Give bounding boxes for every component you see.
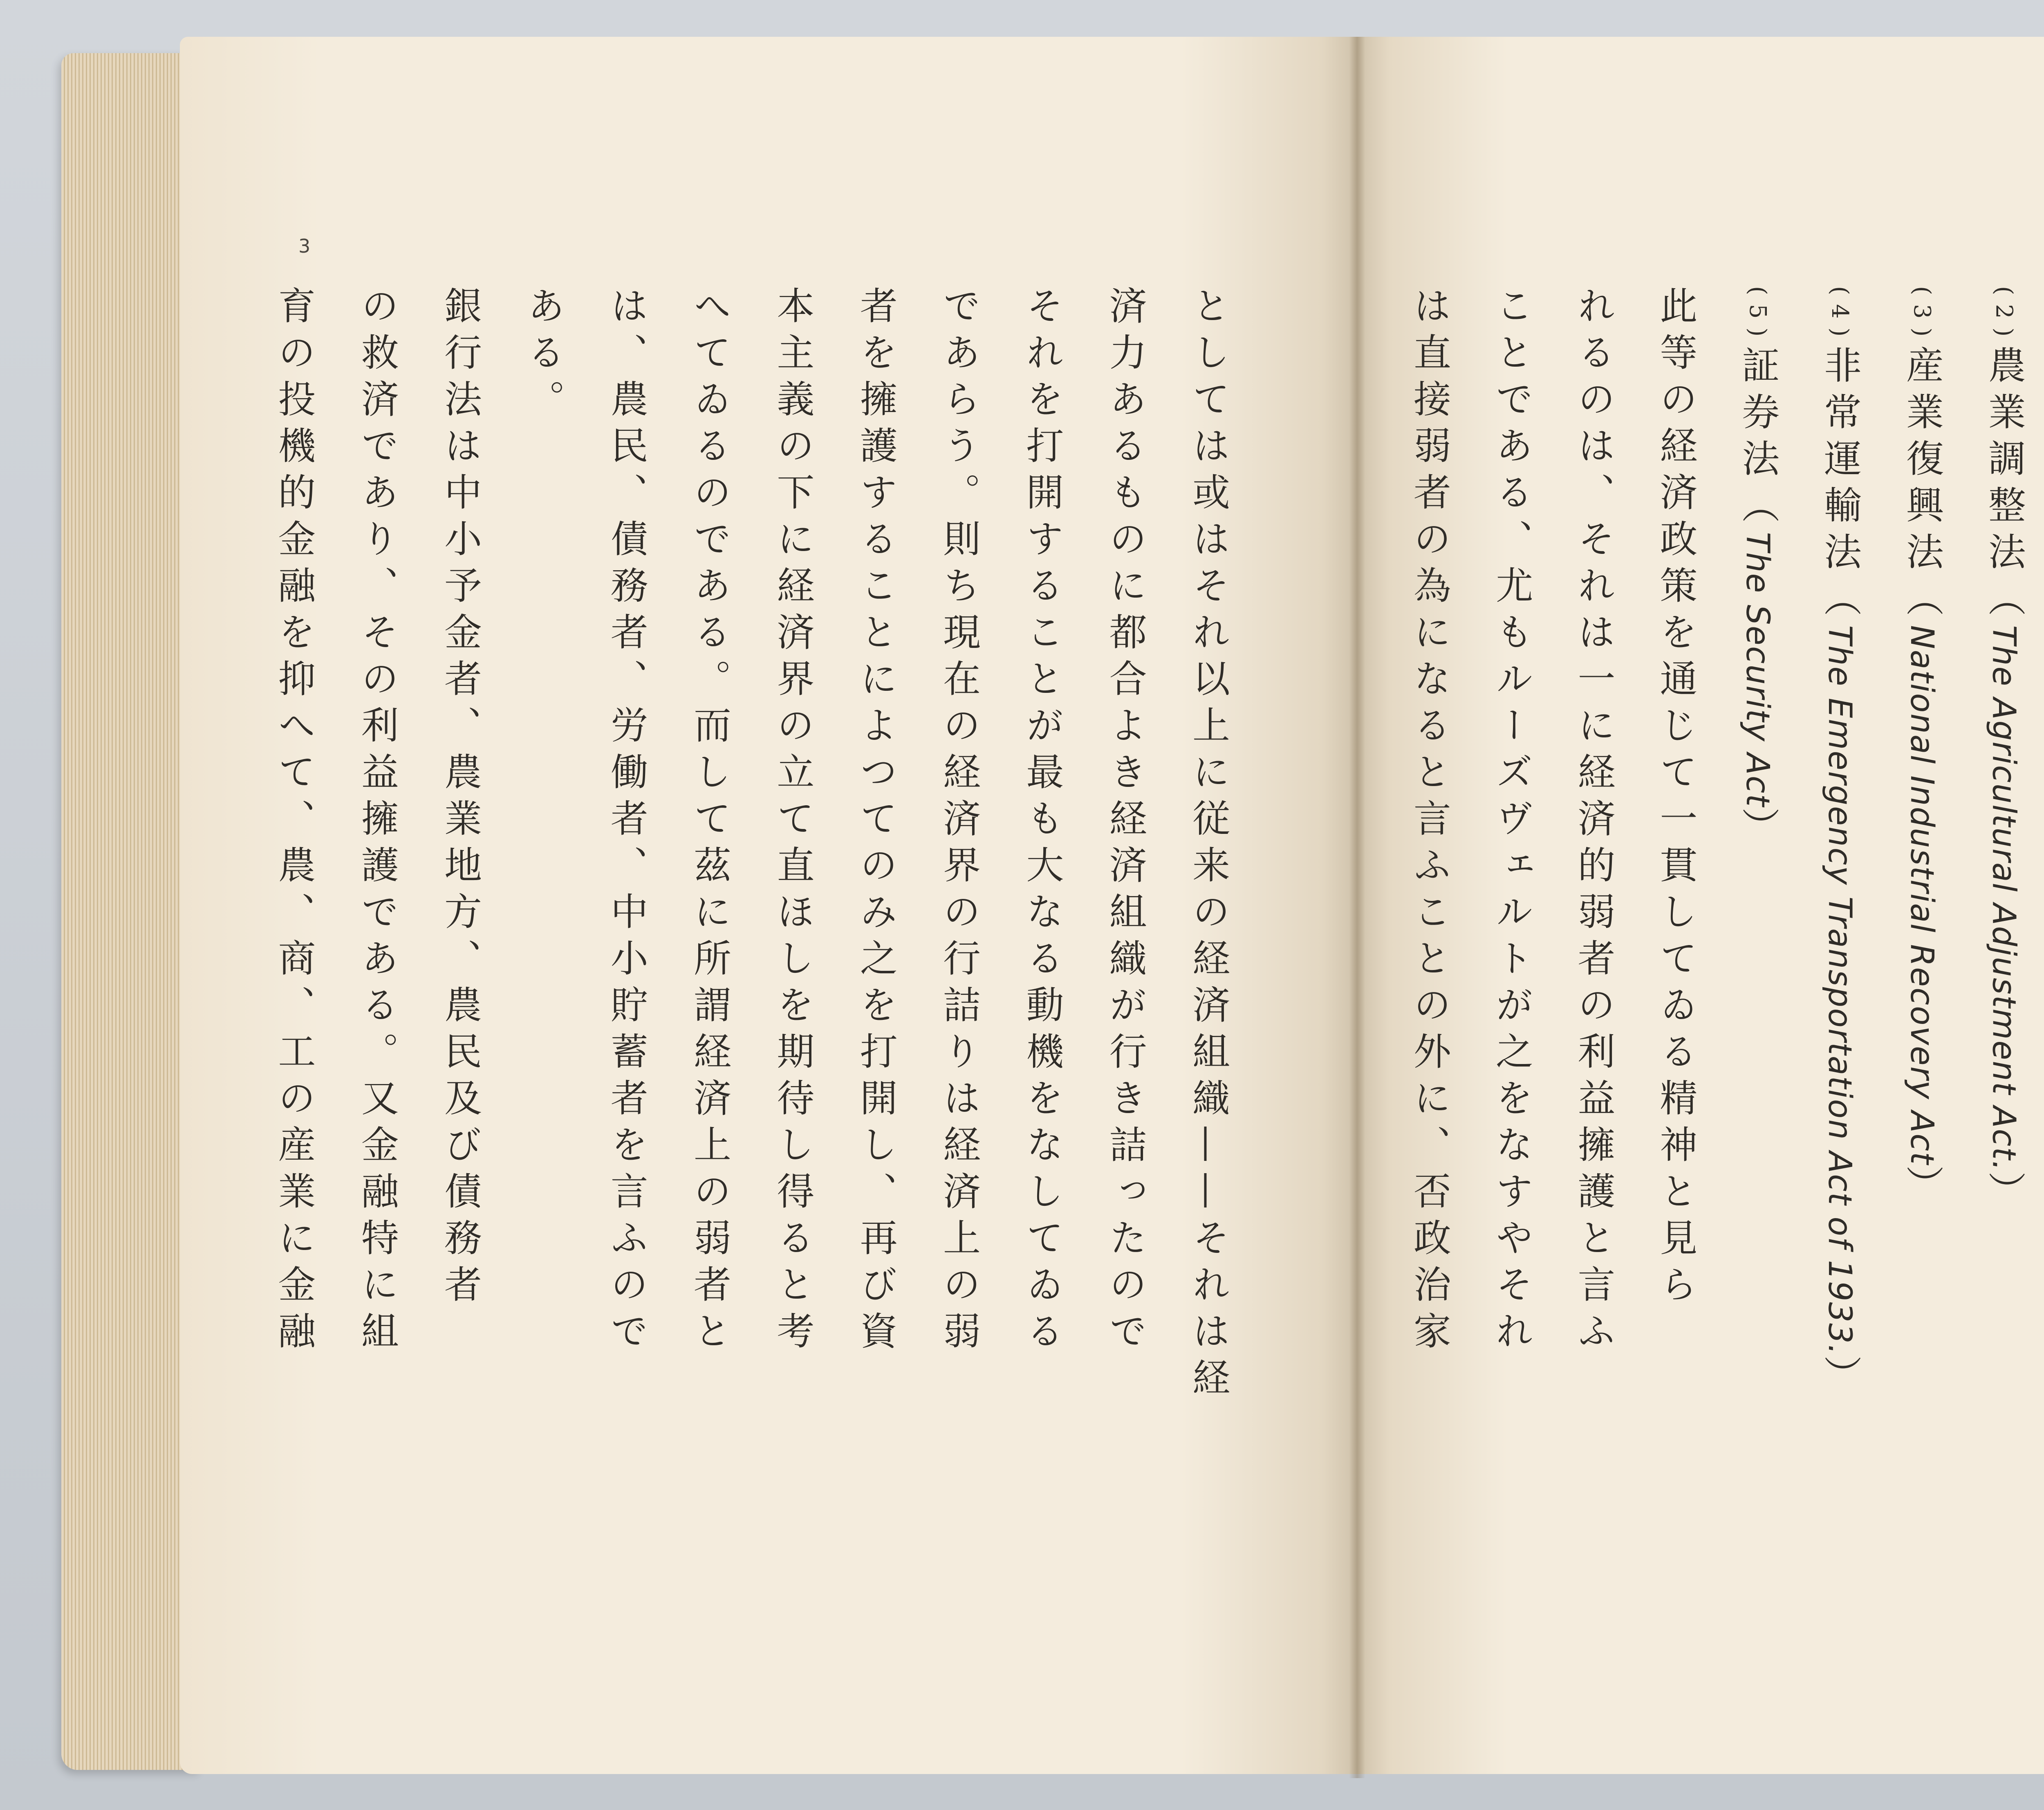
text-run: (4) bbox=[1827, 286, 1853, 346]
text-column bbox=[1718, 286, 1800, 1594]
text-column bbox=[1472, 286, 1554, 1594]
text-column: の救済であり、その利益擁護である。又金融特に組 bbox=[355, 286, 399, 1358]
text-run: (2) bbox=[1990, 286, 2017, 346]
left-page-edges bbox=[61, 53, 200, 1770]
text-run: 証券法（ bbox=[1736, 345, 1780, 532]
text-run: 産業復興法（ bbox=[1900, 345, 1944, 625]
text-column: 済力あるものに都合よき経済組織が行き詰ったので bbox=[1103, 286, 1147, 1358]
english-text: The Security Act bbox=[1739, 532, 1776, 808]
text-run: 此等の経済政策を通じて一貫してゐる精神と見ら bbox=[1654, 286, 1698, 1311]
text-column: 本主義の下に経済界の立て直ほしを期待し得ると考 bbox=[771, 286, 815, 1358]
text-run: ） bbox=[1900, 1165, 1944, 1212]
text-column: へてゐるのである。而して茲に所謂経済上の弱者と bbox=[688, 286, 732, 1358]
text-column bbox=[1965, 286, 2044, 1594]
text-run: は直接弱者の為になると言ふことの外に、否政治家 bbox=[1407, 286, 1451, 1358]
text-column bbox=[1554, 286, 1636, 1594]
text-run: ） bbox=[1982, 1171, 2026, 1218]
text-column: 育の投機的金融を抑へて、農、商、工の産業に金融 bbox=[272, 286, 316, 1358]
english-text: The Agricultural Adjustment Act. bbox=[1985, 625, 2022, 1172]
left-page-number: 3 bbox=[298, 235, 311, 257]
text-column bbox=[1800, 286, 1883, 1594]
text-run: れるのは、それは一に経済的弱者の利益擁護と言ふ bbox=[1571, 286, 1616, 1358]
text-run: ） bbox=[1818, 1355, 1862, 1402]
left-page-text bbox=[253, 286, 1251, 1594]
text-column: 銀行法は中小予金者、農業地方、農民及び債務者 bbox=[438, 286, 482, 1311]
text-column: ある。 bbox=[521, 286, 565, 426]
english-text: The Emergency Transportation Act of 1933. bbox=[1821, 625, 1858, 1355]
text-run: ） bbox=[1736, 807, 1780, 854]
text-column bbox=[1883, 286, 1965, 1594]
text-run: (5) bbox=[1744, 286, 1771, 346]
text-column bbox=[1636, 286, 1719, 1594]
english-text: National Industrial Recovery Act bbox=[1903, 625, 1940, 1165]
text-run: (3) bbox=[1908, 286, 1935, 346]
text-run: ことである、尤もルーズヴェルトが之をなすやそれ bbox=[1489, 286, 1533, 1358]
book-gutter bbox=[1349, 37, 1365, 1778]
text-column: は、農民、債務者、労働者、中小貯蓄者を言ふので bbox=[604, 286, 648, 1358]
text-column: としては或はそれ以上に従来の経済組織——それは経 bbox=[1186, 286, 1230, 1405]
text-column bbox=[1390, 286, 1472, 1594]
text-column: であらう。則ち現在の経済界の行詰りは経済上の弱 bbox=[937, 286, 981, 1358]
text-run: 農業調整法（ bbox=[1982, 345, 2026, 625]
right-page-text bbox=[1390, 286, 2044, 1594]
text-column: 者を擁護することによつてのみ之を打開し、再び資 bbox=[854, 286, 898, 1358]
text-run: 非常運輸法（ bbox=[1818, 345, 1862, 625]
text-column: それを打開することが最も大なる動機をなしてゐる bbox=[1020, 286, 1064, 1358]
